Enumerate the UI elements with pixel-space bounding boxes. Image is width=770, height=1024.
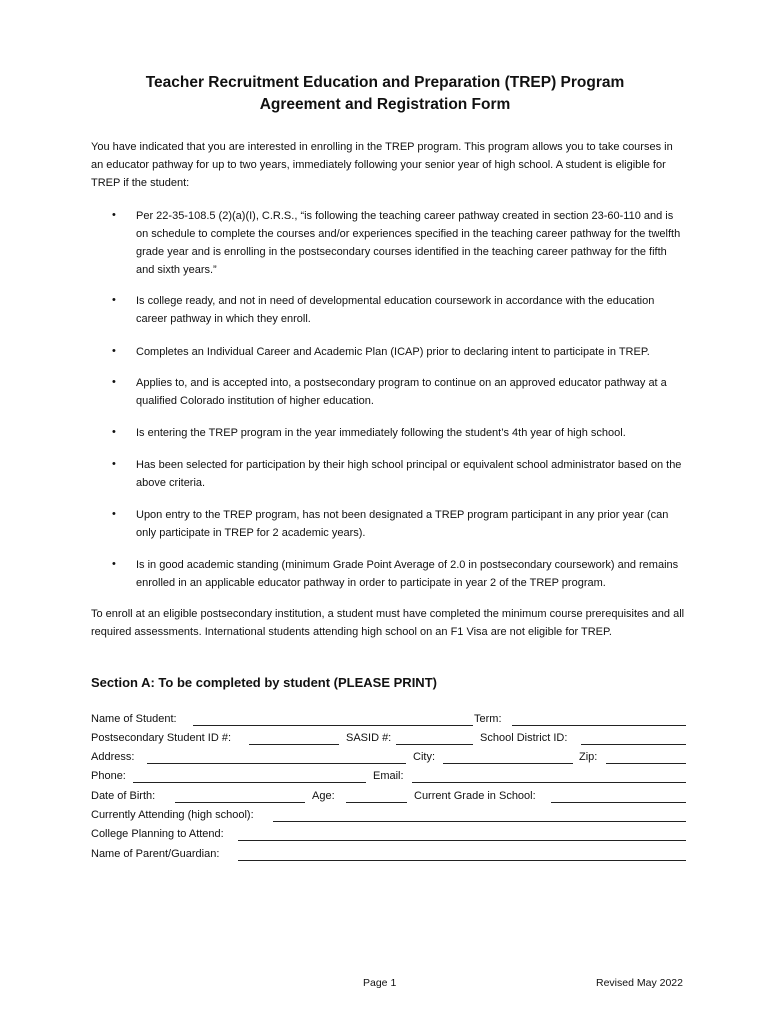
section-a-title: Section A: To be completed by student (PLEASE PRINT): [91, 675, 437, 690]
name-of-student-label: Name of Student:: [91, 713, 177, 725]
bullet-icon: •: [112, 376, 116, 388]
form-title-line2: Agreement and Registration Form: [259, 96, 511, 113]
criteria-item: Is college ready, and not in need of developmental education coursework in accordance with the education career pathway in which they enroll.: [136, 295, 655, 325]
revised-date: Revised May 2022: [596, 977, 683, 989]
criteria-item: Applies to, and is accepted into, a postsecondary program to continue on an approved educator pathway at a qualified Colorado institution of higher education.: [136, 377, 667, 407]
bullet-icon: •: [112, 294, 116, 306]
bullet-icon: •: [112, 558, 116, 570]
page-number: Page 1: [363, 977, 397, 989]
address-label: Address:: [91, 751, 135, 763]
email-field[interactable]: [412, 782, 686, 783]
term-field[interactable]: [512, 725, 686, 726]
criteria-item: Has been selected for participation by their high school principal or equivalent school administrator based on the above criteria.: [136, 459, 682, 489]
currently-attending-field[interactable]: [273, 821, 686, 822]
form-title-line1: Teacher Recruitment Education and Preparation (TREP) Program: [145, 74, 625, 91]
phone-field[interactable]: [133, 782, 366, 783]
date-of-birth-field[interactable]: [175, 802, 305, 803]
college-planning-label: College Planning to Attend:: [91, 828, 224, 840]
criteria-item: Upon entry to the TREP program, has not been designated a TREP program participant in any prior year (can only participate in TREP for 2 academic years).: [136, 509, 669, 539]
school-district-id-field[interactable]: [581, 744, 686, 745]
criteria-item: Completes an Individual Career and Academic Plan (ICAP) prior to declaring intent to participate in TREP.: [136, 346, 650, 358]
criteria-item: Is entering the TREP program in the year immediately following the student’s 4th year of high school.: [136, 427, 626, 439]
term-label: Term:: [474, 713, 502, 725]
city-label: City:: [413, 751, 435, 763]
date-of-birth-label: Date of Birth:: [91, 790, 156, 802]
enroll-note: To enroll at an eligible postsecondary institution, a student must have completed the minimum course prerequisites and all required assessments. International students attending high school on an F1 Visa are not eligible for TREP.: [91, 608, 685, 638]
bullet-icon: •: [112, 209, 116, 221]
postsecondary-student-id-field[interactable]: [249, 744, 339, 745]
parent-guardian-label: Name of Parent/Guardian:: [91, 848, 220, 860]
name-of-student-field[interactable]: [193, 725, 473, 726]
address-field[interactable]: [147, 763, 406, 764]
criteria-item: Is in good academic standing (minimum Grade Point Average of 2.0 in postsecondary coursework) and remains enrolled in an applicable educator pathway in order to participate in year 2 of the TREP program.: [136, 559, 679, 589]
bullet-icon: •: [112, 508, 116, 520]
currently-attending-label: Currently Attending (high school):: [91, 809, 254, 821]
age-field[interactable]: [346, 802, 407, 803]
zip-field[interactable]: [606, 763, 686, 764]
bullet-icon: •: [112, 458, 116, 470]
sasid-label: SASID #:: [346, 732, 392, 744]
email-label: Email:: [373, 770, 404, 782]
postsecondary-student-id-label: Postsecondary Student ID #:: [91, 732, 232, 744]
college-planning-field[interactable]: [238, 840, 686, 841]
bullet-icon: •: [112, 426, 116, 438]
school-district-id-label: School District ID:: [480, 732, 568, 744]
criteria-item: Per 22-35-108.5 (2)(a)(I), C.R.S., “is following the teaching career pathway created in section 23-60-110 and is on schedule to complete the courses and/or experiences specified in the teaching career pathway for the twelfth grade year and is enrolling in the postsecondary courses identified in the teaching career pathway for the fifth and sixth years.”: [136, 210, 681, 276]
bullet-icon: •: [112, 345, 116, 357]
current-grade-field[interactable]: [551, 802, 686, 803]
current-grade-label: Current Grade in School:: [414, 790, 536, 802]
age-label: Age:: [312, 790, 335, 802]
city-field[interactable]: [443, 763, 573, 764]
zip-label: Zip:: [579, 751, 598, 763]
phone-label: Phone:: [91, 770, 126, 782]
intro-paragraph: You have indicated that you are interested in enrolling in the TREP program. This program allows you to take courses in an educator pathway for up to two years, immediately following your senior year of high school. A student is eligible for TREP if the student:: [91, 141, 673, 189]
parent-guardian-field[interactable]: [238, 860, 686, 861]
sasid-field[interactable]: [396, 744, 473, 745]
